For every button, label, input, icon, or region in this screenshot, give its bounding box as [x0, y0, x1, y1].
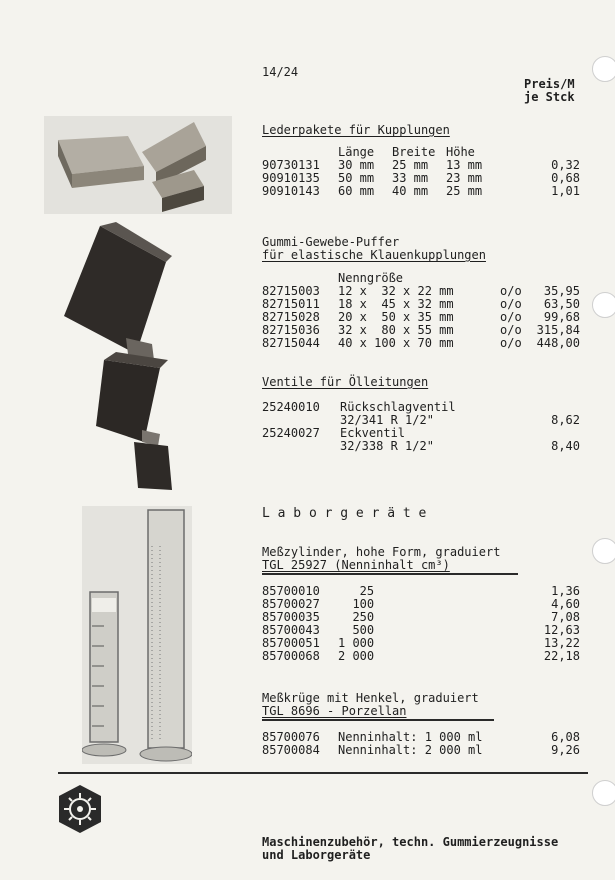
leder-title: Lederpakete für Kupplungen [262, 123, 450, 137]
binder-hole [592, 780, 615, 806]
item-spec: 32/341 R 1/2" [340, 413, 434, 427]
zylinder-rule [262, 573, 518, 575]
price-value: 0,68 [551, 171, 580, 185]
zylinder-subtitle: TGL 25927 (Nenninhalt cm³) [262, 558, 450, 572]
company-logo [58, 784, 102, 834]
item-name: Rückschlagventil [340, 400, 456, 414]
price-value: 13,22 [543, 636, 580, 650]
hoehe-value: 25 mm [446, 184, 483, 198]
laenge-value: 30 mm [338, 158, 375, 172]
footer-line2: und Laborgeräte [262, 848, 371, 862]
article-code: 85700051 [262, 636, 320, 650]
article-code: 90910135 [262, 171, 320, 185]
article-code: 90910143 [262, 184, 320, 198]
leder-col-breite: Breite [392, 145, 436, 159]
price-value: 99,68 [543, 310, 580, 324]
footer-rule [58, 772, 588, 774]
leather-packs-photo [44, 116, 232, 214]
volume-value: 25 [338, 584, 375, 598]
breite-value: 33 mm [392, 171, 429, 185]
binder-hole [592, 56, 615, 82]
description-value: Nenninhalt: 1 000 ml [338, 730, 483, 744]
price-value: 8,62 [551, 413, 580, 427]
article-code: 82715044 [262, 336, 320, 350]
price-prefix: o/o [500, 323, 522, 337]
price-prefix: o/o [500, 284, 522, 298]
hoehe-value: 23 mm [446, 171, 483, 185]
price-value: 1,36 [551, 584, 580, 598]
size-value: 20 x 50 x 35 mm [338, 310, 454, 324]
article-code: 85700027 [262, 597, 320, 611]
volume-value: 500 [338, 623, 375, 637]
volume-value: 100 [338, 597, 375, 611]
leder-col-laenge: Länge [338, 145, 375, 159]
krug-subtitle: TGL 8696 - Porzellan [262, 704, 407, 718]
price-value: 0,32 [551, 158, 580, 172]
size-value: 32 x 80 x 55 mm [338, 323, 454, 337]
laenge-value: 60 mm [338, 184, 375, 198]
ventile-title: Ventile für Ölleitungen [262, 375, 429, 389]
labor-heading: L a b o r g e r ä t e [262, 506, 427, 521]
price-value: 12,63 [543, 623, 580, 637]
price-value: 1,01 [551, 184, 580, 198]
breite-value: 25 mm [392, 158, 429, 172]
price-prefix: o/o [500, 310, 522, 324]
breite-value: 40 mm [392, 184, 429, 198]
article-code: 85700035 [262, 610, 320, 624]
article-code: 85700068 [262, 649, 320, 663]
size-value: 18 x 45 x 32 mm [338, 297, 454, 311]
price-value: 9,26 [551, 743, 580, 757]
leder-col-hoehe: Höhe [446, 145, 475, 159]
measuring-cylinders-photo [82, 506, 192, 764]
volume-value: 2 000 [338, 649, 375, 663]
price-value: 8,40 [551, 439, 580, 453]
description-value: Nenninhalt: 2 000 ml [338, 743, 483, 757]
article-code: 82715028 [262, 310, 320, 324]
article-code: 85700084 [262, 743, 320, 757]
gummi-title: Gummi-Gewebe-Puffer [262, 235, 400, 249]
article-code: 82715011 [262, 297, 320, 311]
article-code: 90730131 [262, 158, 320, 172]
price-value: 63,50 [543, 297, 580, 311]
price-value: 35,95 [543, 284, 580, 298]
price-value: 6,08 [551, 730, 580, 744]
price-header-line1: Preis/M [524, 77, 575, 91]
size-value: 40 x 100 x 70 mm [338, 336, 454, 350]
price-value: 4,60 [551, 597, 580, 611]
price-value: 22,18 [543, 649, 580, 663]
krug-title: Meßkrüge mit Henkel, graduiert [262, 691, 479, 705]
article-code: 25240010 [262, 400, 320, 414]
rubber-buffers-photo [56, 220, 186, 492]
price-header-line2: je Stck [524, 90, 575, 104]
article-code: 85700076 [262, 730, 320, 744]
price-value: 315,84 [536, 323, 580, 337]
size-value: 12 x 32 x 22 mm [338, 284, 454, 298]
volume-value: 1 000 [338, 636, 375, 650]
article-code: 85700043 [262, 623, 320, 637]
volume-value: 250 [338, 610, 375, 624]
footer-line1: Maschinenzubehör, techn. Gummierzeugnisse [262, 835, 559, 849]
price-prefix: o/o [500, 336, 522, 350]
binder-hole [592, 538, 615, 564]
item-spec: 32/338 R 1/2" [340, 439, 434, 453]
price-value: 7,08 [551, 610, 580, 624]
hoehe-value: 13 mm [446, 158, 483, 172]
laenge-value: 50 mm [338, 171, 375, 185]
article-code: 82715036 [262, 323, 320, 337]
zylinder-title: Meßzylinder, hohe Form, graduiert [262, 545, 501, 559]
page-number: 14/24 [262, 65, 299, 79]
gummi-subtitle: für elastische Klauenkupplungen [262, 248, 486, 262]
krug-rule [262, 719, 494, 721]
price-prefix: o/o [500, 297, 522, 311]
price-value: 448,00 [536, 336, 580, 350]
article-code: 82715003 [262, 284, 320, 298]
article-code: 85700010 [262, 584, 320, 598]
binder-hole [592, 292, 615, 318]
gummi-col-nenngroesse: Nenngröße [338, 271, 404, 285]
article-code: 25240027 [262, 426, 320, 440]
item-name: Eckventil [340, 426, 406, 440]
